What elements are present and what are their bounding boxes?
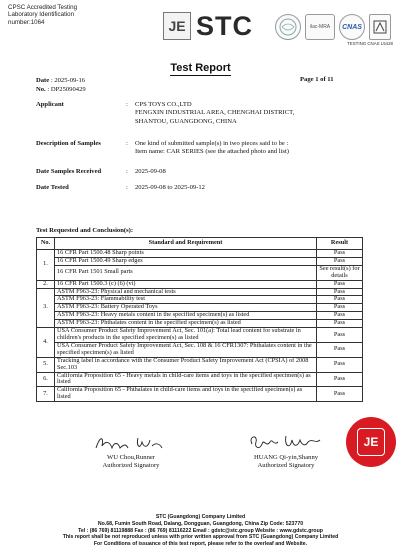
right-signatory — [236, 430, 336, 471]
header-result: Result — [317, 238, 363, 250]
row-result: Pass — [317, 288, 363, 296]
applicant-field: Applicant : CPS TOYS CO.,LTD FENGXIN INDUSTRIAL AREA, CHENGHAI DISTRICT, SHANTOU, GUANGDONG, CHINA — [36, 101, 376, 131]
page-title: Test Report — [170, 62, 231, 74]
left-signatory-title: Authorized Signatory — [102, 462, 160, 470]
row-standard: ASTM F963-23: Physical and mechanical tests — [55, 288, 317, 296]
row-result: Pass — [317, 357, 363, 372]
signature-left-icon — [92, 432, 170, 454]
cert-badge-icon — [275, 14, 301, 40]
report-meta: Date : 2025-09-16 No. : DP25090429 — [36, 77, 86, 93]
applicant-label: Applicant — [36, 101, 64, 108]
row-number: 1. — [37, 250, 55, 281]
table-body — [37, 250, 363, 402]
accreditation-line: CPSC Accredited Testing — [8, 4, 78, 11]
page-number: Page 1 of 11 — [300, 76, 334, 83]
row-result: Pass — [317, 312, 363, 320]
footer-notice: This report shall be not reproduced unless with prior written approval from STC (Guangdong) Company Limited — [62, 534, 339, 541]
row-standard: Tracking label in accordance with the Consumer Product Safety Improvement Act (CPSIA) of 2008 Sec.103 — [55, 357, 317, 372]
row-number: 7. — [37, 387, 55, 402]
cma-mark-icon — [369, 14, 391, 40]
table-row — [37, 280, 363, 288]
row-result: See result(s) for details — [317, 265, 363, 280]
footer-contact: Tel : (86 769) 81119888 Fax : (86 769) 81116222 Email : gdstc@stc.group Website : www.gdstc.group — [78, 527, 323, 534]
description-field: Description of Samples : One kind of submitted sample(s) in two pieces said to be : Item name: CAR SERIES (see the attached photo and list) — [36, 140, 376, 160]
row-number: 4. — [37, 328, 55, 358]
received-value: 2025-09-08 — [135, 168, 166, 175]
row-number: 2. — [37, 280, 55, 288]
row-standard: USA Consumer Product Safety Improvement Act, Sec. 101(a): Total lead content for substrate in children's products in the specified specimen(s) as listed — [55, 328, 317, 343]
row-number: 6. — [37, 372, 55, 387]
table-header-row — [37, 238, 363, 250]
applicant-line: SHANTOU, GUANGDONG, CHINA — [135, 117, 237, 125]
row-standard: ASTM F963-23: Heavy metals content in the specified specimen(s) as listed — [55, 312, 317, 320]
row-standard: California Proposition 65 - Phthalates in child-care items and toys in the specified specimen(s) as listed — [55, 387, 317, 402]
row-standard: 16 CFR Part 1500.3 (c) (6) (vi) — [55, 280, 317, 288]
date-value: 2025-09-16 — [54, 77, 86, 84]
accreditation-line: Laboratory Identification — [8, 11, 75, 19]
row-result: Pass — [317, 280, 363, 288]
left-signatory — [86, 432, 176, 471]
header-standard: Standard and Requirement — [55, 238, 317, 250]
row-standard: 16 CFR Part 1500.49 Sharp edges — [55, 257, 317, 265]
signature-right-icon — [246, 430, 326, 454]
conclusion-table — [36, 237, 363, 402]
company-seal-stamp — [346, 417, 396, 467]
row-result: Pass — [317, 328, 363, 343]
cnas-caption: TESTING CNAS L5428 — [347, 41, 393, 46]
date-label: Date — [36, 77, 50, 84]
row-result: Pass — [317, 296, 363, 304]
tested-field: Date Tested : 2025-09-08 to 2025-09-12 — [36, 184, 376, 194]
brand-name: STC — [196, 11, 253, 41]
table-row — [37, 328, 363, 343]
tested-value: 2025-09-08 to 2025-09-12 — [135, 184, 205, 191]
row-standard: 16 CFR Part 1501 Small parts — [55, 265, 317, 280]
received-label: Date Samples Received — [36, 168, 102, 175]
logo-mark-icon: JE — [163, 12, 191, 40]
row-standard: USA Consumer Product Safety Improvement Act, Sec. 108 & 16 CFR1307: Phthalates content in the specified specimen(s) as listed — [55, 342, 317, 357]
row-result: Pass — [317, 250, 363, 258]
ilac-mra-icon: ilac-MRA — [305, 14, 335, 40]
row-standard: California Proposition 65 - Heavy metals in child-care items and toys in the specified specimen(s) as listed — [55, 372, 317, 387]
table-row — [37, 257, 363, 265]
row-result: Pass — [317, 320, 363, 328]
row-standard: ASTM F963-23: Battery Operated Toys — [55, 304, 317, 312]
row-number: 5. — [37, 357, 55, 372]
report-no-value: DP25090429 — [50, 86, 86, 93]
row-result: Pass — [317, 387, 363, 402]
footer-company: STC (Guangdong) Company Limited — [155, 514, 246, 520]
accreditation-line: number:1064 — [8, 18, 45, 26]
right-signatory-name: HUANG Qi-yin,Shanny — [253, 454, 319, 461]
row-number: 3. — [37, 288, 55, 328]
description-line: One kind of submitted sample(s) in two pieces said to be : — [135, 140, 289, 147]
stc-logo — [163, 12, 253, 40]
accreditation-note — [8, 4, 77, 26]
row-standard: ASTM F963-23: Flammability test — [55, 296, 317, 304]
header-no: No. — [37, 238, 55, 250]
row-result: Pass — [317, 372, 363, 387]
right-signatory-title: Authorized Signatory — [257, 462, 315, 470]
conclusion-heading: Test Requested and Conclusion(s): — [36, 227, 134, 234]
footer — [0, 514, 401, 548]
row-standard: ASTM F963-23: Phthalates content in the specified specimen(s) as listed — [55, 320, 317, 328]
table-row — [37, 372, 363, 387]
row-result: Pass — [317, 342, 363, 357]
row-result: Pass — [317, 257, 363, 265]
footer-conditions: For Conditions of issuance of this test report, please refer to the overleaf and Website. — [93, 541, 308, 548]
footer-address: No.68, Fumin South Road, Dalang, Dongguan, Guangdong, China Zip Code: 523770 — [97, 520, 304, 527]
description-label: Description of Samples — [36, 140, 101, 147]
table-row — [37, 357, 363, 372]
applicant-line: CPS TOYS CO.,LTD — [135, 101, 192, 108]
cnas-icon: CNAS — [339, 14, 365, 40]
certification-badges — [275, 14, 391, 40]
left-signatory-name: WU Chou,Runner — [107, 454, 155, 461]
table-row — [37, 387, 363, 402]
seal-mark: JE — [357, 428, 385, 456]
row-result: Pass — [317, 304, 363, 312]
table-row — [37, 265, 363, 280]
applicant-line: FENGXIN INDUSTRIAL AREA, CHENGHAI DISTRICT, — [135, 109, 295, 117]
description-line: Item name: CAR SERIES (see the attached photo and list) — [135, 148, 290, 156]
table-row — [37, 342, 363, 357]
report-no-label: No. — [36, 86, 46, 93]
row-standard: 16 CFR Part 1500.48 Sharp points — [55, 250, 317, 258]
received-field: Date Samples Received : 2025-09-08 — [36, 168, 376, 178]
tested-label: Date Tested — [36, 184, 69, 191]
